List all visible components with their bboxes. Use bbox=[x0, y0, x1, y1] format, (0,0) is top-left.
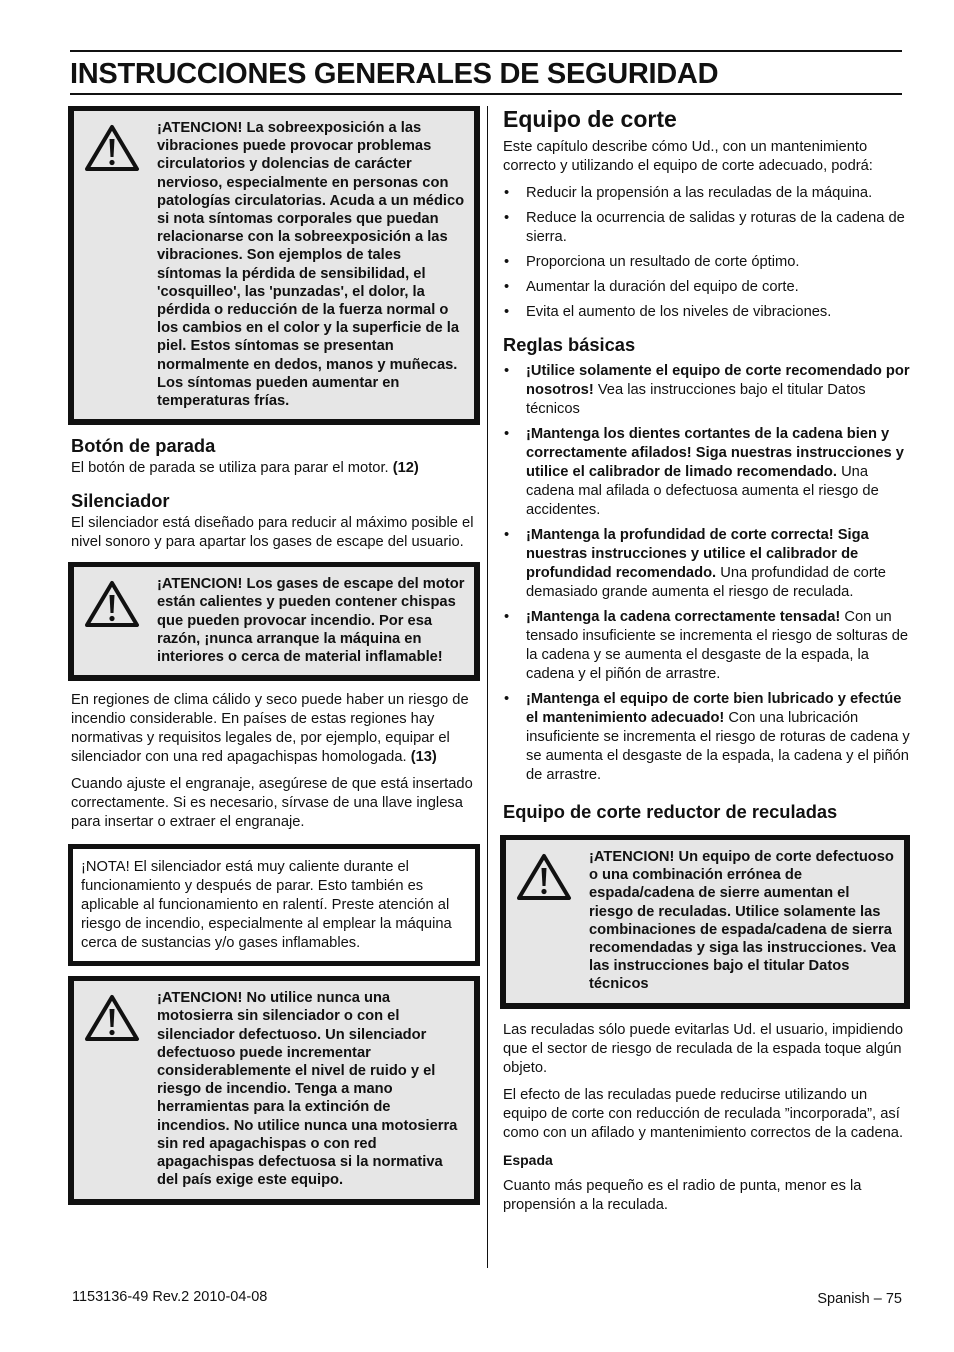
bar-heading: Espada bbox=[503, 1151, 553, 1168]
stop-button-text bbox=[68, 459, 480, 478]
rule-emphasis: ¡Mantenga los dientes cortantes de la cadena bien y correctamente afilados! Siga nuestras instrucciones y utilice el calibrador de limado recomendado. bbox=[526, 426, 904, 480]
fire-risk-desc: En regiones de clima cálido y seco puede haber un riesgo de incendio considerable. En países de estas regiones hay normativas y requisitos legales de, por ejemplo, equipar el silenciador con una red apagachispas homologada. bbox=[71, 692, 469, 766]
list-item: • Reducir la propensión a las reculadas de la máquina. bbox=[500, 184, 910, 203]
warning-triangle-icon bbox=[84, 575, 144, 666]
rule-emphasis: ¡Mantenga la cadena correctamente tensada! bbox=[526, 609, 841, 625]
left-column bbox=[68, 106, 480, 1215]
muffler-text: El silenciador está diseñado para reducir al máximo posible el nivel sonoro y para apartar los gases de escape del usuario. bbox=[71, 515, 474, 551]
exhaust-warning-text: ¡ATENCION! Los gases de escape del motor están calientes y pueden contener chispas que pueden provocar incendio. Por esa razón, ¡nunca arranque la máquina en interiores o cerca de material inflamable! bbox=[157, 576, 465, 666]
footer-doc-id: 1153136-49 Rev.2 2010-04-08 bbox=[72, 1289, 268, 1305]
warning-triangle-icon bbox=[516, 848, 576, 994]
cutting-intro: Este capítulo describe cómo Ud., con un mantenimiento correcto y utilizando el equipo de corte adecuado, podrá: bbox=[503, 139, 873, 174]
benefits-list bbox=[500, 184, 910, 322]
list-item: • Reduce la ocurrencia de salidas y roturas de la cadena de sierra. bbox=[500, 209, 910, 247]
combination-warning-text: ¡ATENCION! Un equipo de corte defectuoso o una combinación errónea de espada/cadena de sierre aumentan el riesgo de reculadas. Utilice solamente las combinaciones de espada/cadena de sierra recomendadas y siga las instrucciones. Vea las instrucciones bajo el titular Datos técnicos bbox=[589, 849, 896, 993]
cutting-equipment-heading: Equipo de corte bbox=[503, 106, 677, 132]
gear-text: Cuando ajuste el engranaje, asegúrese de que está insertado correctamente. Si es necesario, sírvase de una llave inglesa para insertar o extraer el engranaje. bbox=[71, 776, 473, 831]
rule-text: Con una lubricación insuficiente se incrementa el riesgo de roturas de cadena y se aumenta el desgaste de la espada, la cadena y el piñón de arrastre. bbox=[526, 710, 910, 783]
muffler-note-text: ¡NOTA! El silenciador está muy caliente durante el funcionamiento y después de parar. Esto también es aplicable al funcionamiento en ralentí. Preste atención al riesgo de incendio, especialmente al emplear la máquina cerca de sustancias y/o gases inflamables. bbox=[81, 859, 452, 952]
list-item bbox=[500, 526, 910, 602]
vibration-warning-box bbox=[68, 106, 480, 425]
stop-button-heading: Botón de parada bbox=[71, 435, 216, 457]
combination-warning-box bbox=[500, 835, 910, 1009]
page-title: INSTRUCCIONES GENERALES DE SEGURIDAD bbox=[70, 58, 719, 90]
list-item: • Evita el aumento de los niveles de vibraciones. bbox=[500, 303, 910, 322]
list-item bbox=[500, 425, 910, 520]
fire-risk-text bbox=[68, 691, 480, 767]
kickback-avoid-text: Las reculadas sólo puede evitarlas Ud. el usuario, impidiendo que el sector de riesgo de reculada de la espada toque algún objeto. bbox=[503, 1021, 904, 1076]
list-item bbox=[500, 690, 910, 785]
vibration-warning-text: ¡ATENCION! La sobreexposición a las vibraciones puede provocar problemas circulatorios y dolencias de carácter nervioso, especialmente en personas con patologías circulatorias. Acuda a un médico si nota síntomas corporales que puedan relacionarse con la sobreexposición a las vibraciones. Son ejemplos de tales síntomas la pérdida de sensibilidad, el 'cosquilleo', las 'punzadas', el dolor, la pérdida o reducción de la fuerza normal o los cambios en el color y la superficie de la piel. Estos síntomas se presentan normalmente en dedos, manos y muñecas. Los síntomas pueden aumentar en temperaturas frías. bbox=[157, 120, 465, 410]
bar-text: Cuanto más pequeño es el radio de punta, menor es la propensión a la reculada. bbox=[503, 1177, 862, 1213]
footer-page-number: Spanish – 75 bbox=[817, 1291, 902, 1307]
fire-figure-ref: (13) bbox=[410, 749, 437, 766]
stop-figure-ref: (12) bbox=[392, 460, 419, 477]
rule-emphasis: ¡Mantenga la profundidad de corte correcta! Siga nuestras instrucciones y utilice el calibrador de profundidad recomendado. bbox=[526, 527, 869, 581]
muffler-heading: Silenciador bbox=[71, 490, 170, 512]
kickback-effect-text: El efecto de las reculadas puede reducirse utilizando un equipo de corte con reducción de reculada ”incorporada”, así como con un afilado y mantenimiento correctos de la cadena. bbox=[503, 1086, 904, 1141]
title-underline bbox=[70, 93, 902, 95]
list-item bbox=[500, 362, 910, 419]
rule-emphasis: ¡Mantenga el equipo de corte bien lubricado y efectúe el mantenimiento adecuado! bbox=[526, 691, 902, 726]
list-item: • Aumentar la duración del equipo de corte. bbox=[500, 278, 910, 297]
top-rule bbox=[70, 50, 902, 52]
rule-text: Una cadena mal afilada o defectuosa aumenta el riesgo de accidentes. bbox=[526, 464, 879, 518]
rule-emphasis: ¡Utilice solamente el equipo de corte recomendado por nosotros! bbox=[526, 363, 910, 398]
column-divider bbox=[487, 106, 488, 1268]
muffler-note-box bbox=[68, 844, 480, 966]
warning-triangle-icon bbox=[84, 989, 144, 1189]
muffler-warning-text: ¡ATENCION! No utilice nunca una motosierra sin silenciador o con el silenciador defectuoso. Un silenciador defectuoso puede incrementar considerablemente el nivel de ruido y el riesgo de incendio. Tenga a mano herramientas para la extinción de incendios. No utilice nunca una motosierra sin red apagachispas o con red apagachispas defectuosa si la normativa del país exige este equipo. bbox=[157, 990, 458, 1189]
list-item bbox=[500, 608, 910, 684]
warning-triangle-icon bbox=[84, 119, 144, 410]
rule-text: Vea las instrucciones bajo el titular Datos técnicos bbox=[526, 382, 866, 417]
rules-list bbox=[500, 362, 910, 785]
right-column bbox=[500, 106, 910, 1223]
rule-text: Una profundidad de corte demasiado grande aumenta el riesgo de reculada. bbox=[526, 565, 886, 600]
muffler-warning-box bbox=[68, 976, 480, 1204]
list-item: • Proporciona un resultado de corte óptimo. bbox=[500, 253, 910, 272]
exhaust-warning-box bbox=[68, 562, 480, 681]
kickback-reducer-heading: Equipo de corte reductor de reculadas bbox=[503, 801, 838, 822]
basic-rules-heading: Reglas básicas bbox=[503, 334, 636, 355]
stop-button-desc: El botón de parada se utiliza para parar el motor. bbox=[71, 460, 389, 477]
rule-text: Con un tensado insuficiente se incrementa el riesgo de solturas de la cadena y se aumenta el desgaste de la espada, la cadena y el piñón de arrastre. bbox=[526, 609, 909, 682]
